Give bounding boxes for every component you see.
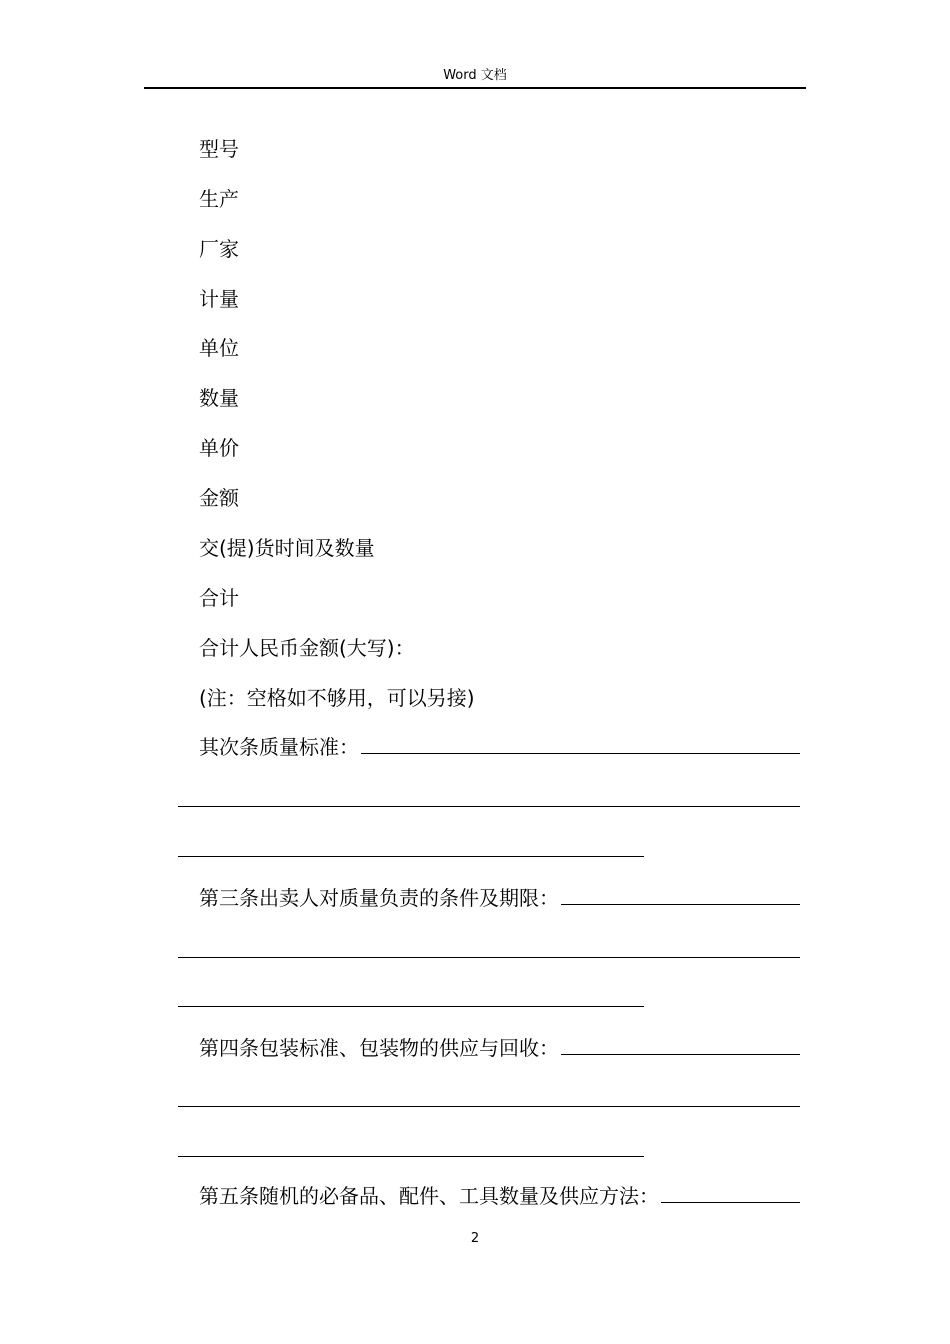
clause-label: 其次条质量标准：: [199, 735, 359, 759]
clause-quality-standard: [199, 733, 800, 761]
fill-in-line: [178, 1106, 800, 1107]
fill-in-blank: [361, 733, 800, 754]
fill-in-line: [178, 856, 644, 857]
field-label: 数量: [199, 386, 239, 410]
fill-in-blank: [661, 1182, 800, 1203]
fill-in-blank: [561, 1034, 800, 1055]
clause-label: 第五条随机的必备品、配件、工具数量及供应方法：: [199, 1184, 659, 1208]
total-amount-label: 合计人民币金额(大写)：: [199, 636, 415, 660]
field-label: 单位: [199, 336, 239, 360]
header-divider: [144, 87, 806, 89]
page-number: 2: [470, 1231, 480, 1246]
field-label: 计量: [199, 287, 239, 311]
fill-in-line: [178, 957, 800, 958]
field-label: 型号: [199, 137, 239, 161]
fill-in-line: [178, 1156, 644, 1157]
field-label: 生产: [199, 187, 239, 211]
clause-label: 第四条包装标准、包装物的供应与回收：: [199, 1036, 559, 1060]
field-label: 金额: [199, 486, 239, 510]
header-title: Word 文档: [443, 68, 507, 83]
clause-packaging: [199, 1034, 800, 1062]
fill-in-blank: [561, 884, 800, 905]
field-label: 单价: [199, 436, 239, 460]
fill-in-line: [178, 1006, 644, 1007]
fill-in-line: [178, 806, 800, 807]
clause-quality-liability: [199, 884, 800, 912]
field-label: 交(提)货时间及数量: [199, 536, 375, 560]
field-label: 合计: [199, 586, 239, 610]
clause-label: 第三条出卖人对质量负责的条件及期限：: [199, 886, 559, 910]
clause-accessories: [199, 1182, 800, 1210]
note-text: (注：空格如不够用，可以另接): [199, 686, 475, 710]
field-label: 厂家: [199, 237, 239, 261]
